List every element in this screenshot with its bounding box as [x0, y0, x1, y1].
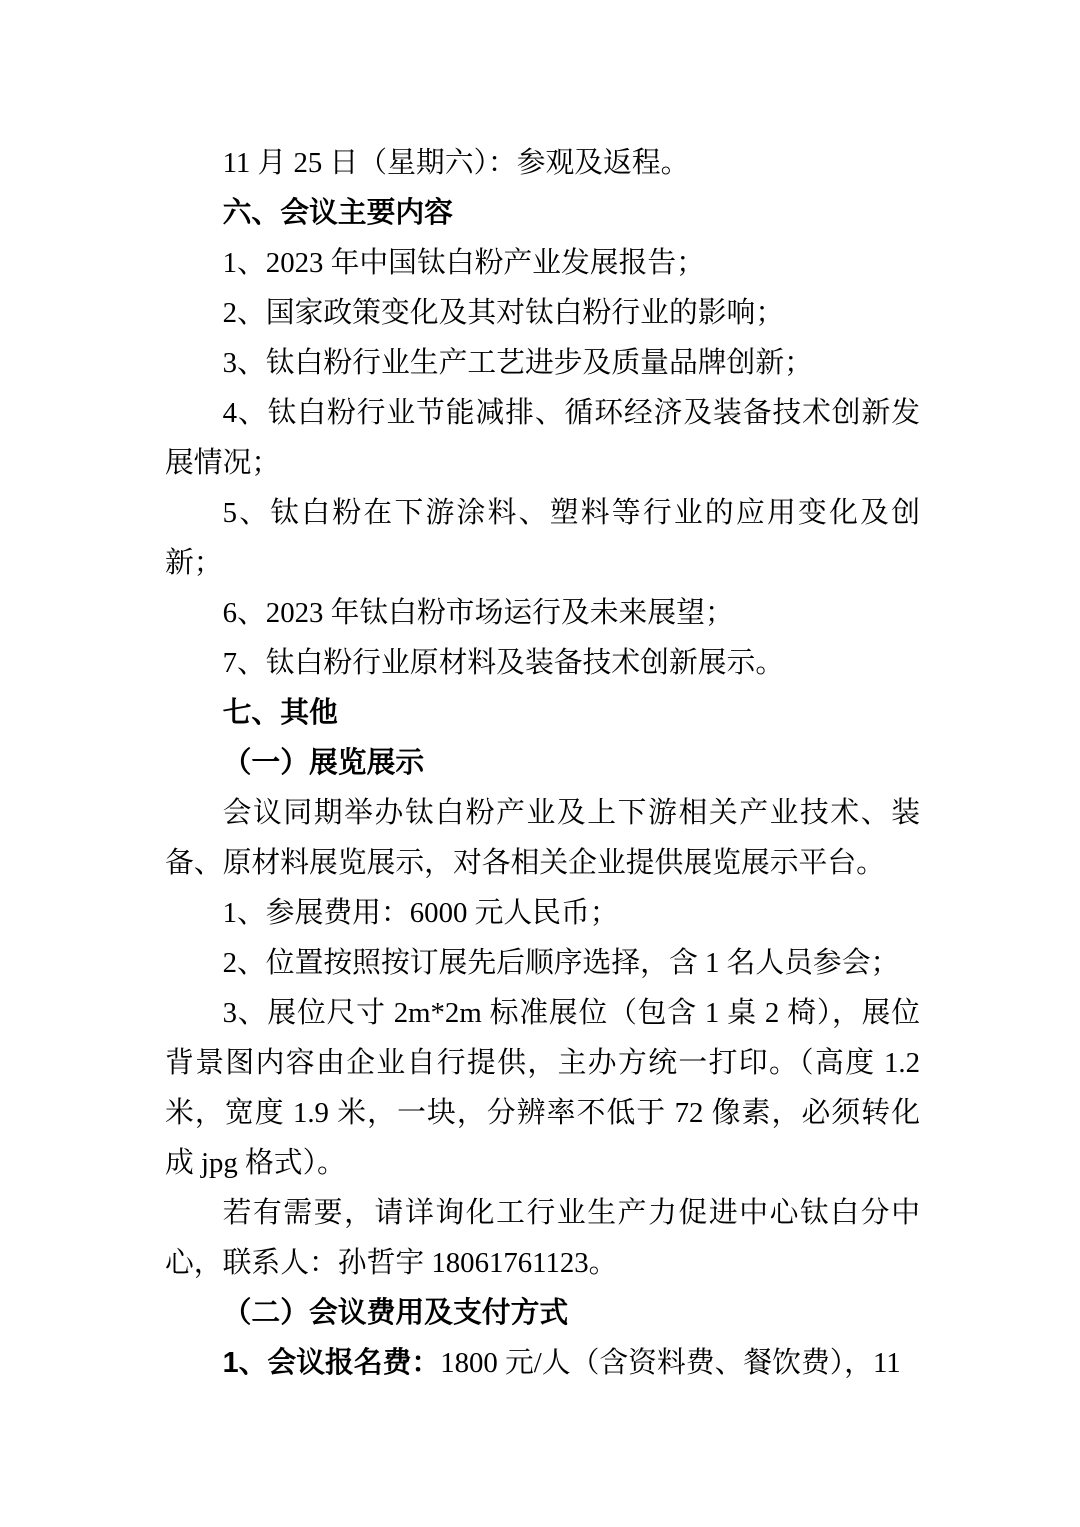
item-registration-fee [165, 1338, 920, 1388]
item-energy-saving-circular-economy: 4、钛白粉行业节能减排、循环经济及装备技术创新发展情况； [165, 397, 920, 479]
heading-section-7-others: 七、其他 [222, 697, 338, 729]
item-exhibition-fee: 1、参展费用：6000 元人民币； [222, 897, 619, 929]
registration-fee-label: 1、会议报名费： [222, 1347, 441, 1379]
item-raw-materials-exhibit: 7、钛白粉行业原材料及装备技术创新展示。 [222, 647, 785, 679]
para-exhibition-intro: 会议同期举办钛白粉产业及上下游相关产业技术、装备、原材料展览展示，对各相关企业提供展览展示平台。 [165, 797, 920, 879]
item-booth-size-spec: 3、展位尺寸 2m*2m 标准展位（包含 1 桌 2 椅），展位背景图内容由企业自行提供，主办方统一打印。（高度 1.2 米，宽度 1.9 米，一块，分辨率不低于 72 像素，必须转化成 jpg 格式）。 [165, 997, 920, 1179]
item-booth-position-order: 2、位置按照按订展先后顺序选择，含 1 名人员参会； [222, 947, 900, 979]
text-block [165, 138, 920, 1388]
item-production-technology-innovation: 3、钛白粉行业生产工艺进步及质量品牌创新； [222, 347, 813, 379]
line-return-schedule: 11 月 25 日（星期六）：参观及返程。 [222, 147, 690, 179]
item-market-outlook: 6、2023 年钛白粉市场运行及未来展望； [222, 597, 734, 629]
heading-fees-and-payment: （二）会议费用及支付方式 [222, 1297, 569, 1329]
registration-fee-value: 1800 元/人（含资料费、餐饮费），11 [440, 1347, 901, 1379]
item-industry-development-report: 1、2023 年中国钛白粉产业发展报告； [222, 247, 705, 279]
heading-section-6-main-contents: 六、会议主要内容 [222, 197, 453, 229]
item-national-policy-impact: 2、国家政策变化及其对钛白粉行业的影响； [222, 297, 785, 329]
para-contact-info: 若有需要，请详询化工行业生产力促进中心钛白分中心，联系人：孙哲宇 18061761123。 [165, 1197, 920, 1279]
item-downstream-applications: 5、钛白粉在下游涂料、塑料等行业的应用变化及创新； [165, 497, 920, 579]
heading-exhibition-display: （一）展览展示 [222, 747, 425, 779]
